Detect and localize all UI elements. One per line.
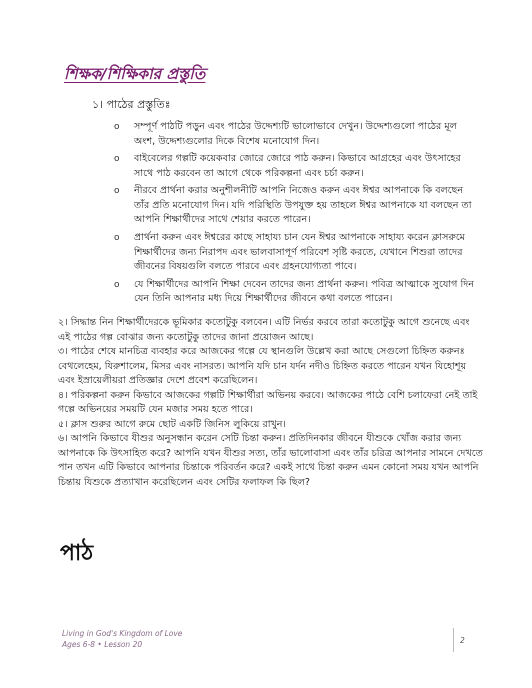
lesson-prep-subheading: ১। পাঠের প্রস্তুতিঃ bbox=[92, 98, 171, 111]
bullet-text: প্রার্থনা করুন এবং ঈশ্বরের কাছে সাহায্য চান যেন ঈশ্বর আপনাকে সাহায্য করেন ক্লাসরুমে শিক্ষার্থীদের জন্য নিরাপদ এবং ভালবাসাপূর্ণ পরিবেশ সৃষ্টি করতে, যেখানে শিশুরা তাদের জীবনের বিষয়গুলি বলতে পারবে এবং গ্রহনযোগ্যতা পাবে। bbox=[134, 232, 466, 273]
paragraph-4: ৪। পরিকল্পনা করুন কিভাবে আজকের গল্পটি শিক্ষার্থীরা অভিনয় করবে। আজকের পাঠে বেশি চলাফেরা নেই তাই গল্পে অভিনয়ের সময়টি যেন মজার সময় হতে পারে। bbox=[58, 389, 478, 415]
footer-series-title: Living in God's Kingdom of Love bbox=[62, 629, 183, 638]
bullet-item bbox=[114, 278, 479, 307]
section-title: শিক্ষক/শিক্ষিকার প্রস্তুতি bbox=[64, 65, 206, 83]
paragraph-2: ২। সিদ্ধান্ত নিন শিক্ষার্থীদেরকে ভূমিকার কতোটুকু বলবেন। এটি নির্ভর করবে তারা কতোটুকু আগে শুনেছে এবং এই পাঠের গল্প বোঝার জন্য কতোটুকু তাদের জানা প্রয়োজন আছে। bbox=[58, 317, 470, 343]
bullet-text: বাইবেলের গল্পটি কয়েকবার জোরে জোরে পাঠ করুন। কিভাবে আগ্রহের এবং উৎসাহের সাথে পাঠ করবেন তা আগে থেকে পরিকল্পনা এবং চর্চা করুন। bbox=[134, 153, 461, 179]
bullet-text: সম্পূর্ণ পাঠটি পড়ুন এবং পাঠের উদ্দেশ্যটি ভালোভাবে দেখুন। উদ্দেশ্যগুলো পাঠের মূল অংশ, উদ্দেশ্যগুলোর দিকে বিশেষ মনোযোগ দিন। bbox=[134, 121, 457, 147]
bullet-item bbox=[114, 120, 479, 149]
bullet-circle-icon: o bbox=[114, 186, 120, 197]
paragraph-3: ৩। পাঠের শেষে মানচিত্র ব্যবহার করে আজকের গল্পে যে স্থানগুলি উল্লেখ করা আছে সেগুলো চিহ্নিত করুনঃ বেথলেহেম, যিরুশালেম, মিসর এবং নাসরত। আপনি যদি চান যর্দন নদীও চিহ্নিত করতে পারেন যখন যিহোশূয় এবং ইস্রায়েলীয়রা প্রতিজ্ঞার দেশে প্রবেশ করেছিলেন। bbox=[58, 346, 467, 386]
bullet-circle-icon: o bbox=[114, 154, 120, 165]
footer-lesson-details: Ages 6-8 • Lesson 20 bbox=[62, 640, 143, 649]
bullet-item bbox=[114, 231, 479, 275]
bullet-circle-icon: o bbox=[114, 122, 120, 132]
bullet-circle-icon: o bbox=[114, 233, 120, 244]
page-number: 2 bbox=[460, 636, 465, 645]
bullet-text: যে শিক্ষার্থীদের আপনি শিক্ষা দেবেন তাদের জন্য প্রার্থনা করুন। পবিত্র আত্মাকে সুযোগ দিন যেন তিনি আপনার মধ্য দিয়ে শিক্ষার্থীদের জীবনে কথা বলতে পারেন। bbox=[134, 278, 474, 305]
numbered-paragraphs bbox=[58, 316, 483, 490]
paragraph-6: ৬। আপনি কিভাবে যীশুর অনুসন্ধান করেন সেটি চিন্তা করুন। প্রতিদিনকার জীবনে যীশুকে খোঁজ করার জন্য আপনাকে কি উৎসাহিত করে? আপনি যখন যীশুর সত্য, তাঁর ভালোবাসা এবং তাঁর চরিত্র আপনার সামনে দেখতে পান তখন এটি কিভাবে আপনার চিন্তাকে পরিবর্তন করে? একই সাথে চিন্তা করুন এমন কোনো সময় যখন আপনি চিন্তায় যিশুকে প্রত্যাখান করেছিলেন এবং সেটির ফলাফল কি ছিল? bbox=[58, 433, 483, 488]
prep-bullet-list bbox=[114, 120, 479, 310]
footer-divider bbox=[453, 628, 454, 652]
bullet-item bbox=[114, 184, 479, 228]
bullet-item bbox=[114, 152, 479, 181]
lesson-heading: পাঠ bbox=[60, 541, 94, 566]
bullet-circle-icon: o bbox=[114, 279, 120, 290]
footer bbox=[62, 628, 182, 650]
paragraph-5: ৫। ক্লাস শুরুর আগে রুমে ছোট একটি জিনিস লুকিয়ে রাখুন। bbox=[58, 418, 286, 430]
bullet-text: নীরবে প্রার্থনা করার অনুশীলনীটি আপনি নিজেও করুন এবং ঈশ্বর আপনাকে কি বলছেন তাঁর প্রতি মনোযোগ দিন। যদি পরিস্থিতি উপযুক্ত হয় তাহলে ঈশ্বর আপনাকে যা বলছেন তা আপনি শিক্ষার্থীদের সাথে শেয়ার করতে পারেন। bbox=[134, 185, 472, 226]
